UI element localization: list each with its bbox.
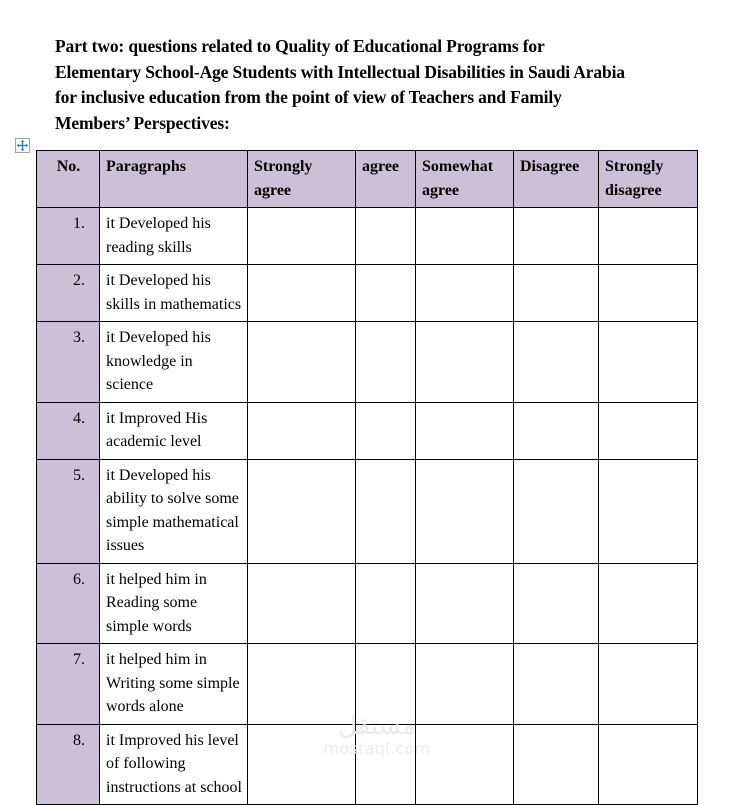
cell-disagree[interactable] (514, 644, 599, 725)
table-move-handle[interactable] (15, 138, 30, 153)
table-row (37, 265, 698, 322)
table-header (37, 151, 698, 208)
column-header-somewhat-agree: Somewhat agree (416, 151, 514, 208)
cell-strongly-disagree[interactable] (599, 402, 698, 459)
cell-strongly-disagree[interactable] (599, 265, 698, 322)
table-body (37, 208, 698, 805)
row-paragraph: it Improved his level of following instructions at school (100, 724, 248, 805)
row-number: 8. (37, 724, 100, 805)
column-header-agree: agree (356, 151, 416, 208)
page-title-line-2: Elementary School-Age Students with Intellectual Disabilities in Saudi Arabia (55, 61, 625, 82)
watermark-arabic-text: مستقل (338, 711, 416, 741)
column-header-paragraphs: Paragraphs (100, 151, 248, 208)
table-row (37, 402, 698, 459)
cell-strongly-agree[interactable] (248, 644, 356, 725)
table-header-row (37, 151, 698, 208)
table-row (37, 322, 698, 403)
row-number: 1. (37, 208, 100, 265)
move-four-arrows-icon (17, 140, 28, 151)
row-number: 2. (37, 265, 100, 322)
cell-strongly-disagree[interactable] (599, 563, 698, 644)
cell-agree[interactable] (356, 265, 416, 322)
page-title-line-1: Part two: questions related to Quality of Educational Programs for (55, 36, 545, 56)
cell-strongly-agree[interactable] (248, 459, 356, 563)
row-paragraph: it Improved His academic level (100, 402, 248, 459)
row-number: 4. (37, 402, 100, 459)
cell-agree[interactable] (356, 644, 416, 725)
row-number: 5. (37, 459, 100, 563)
row-paragraph: it Developed his knowledge in science (100, 322, 248, 403)
cell-somewhat-agree[interactable] (416, 402, 514, 459)
cell-strongly-disagree[interactable] (599, 724, 698, 805)
cell-somewhat-agree[interactable] (416, 322, 514, 403)
cell-strongly-agree[interactable] (248, 402, 356, 459)
cell-strongly-disagree[interactable] (599, 459, 698, 563)
page-title-line-4: Members’ Perspectives: (55, 112, 230, 133)
cell-strongly-disagree[interactable] (599, 322, 698, 403)
row-paragraph: it helped him in Writing some simple words alone (100, 644, 248, 725)
column-header-no: No. (37, 151, 100, 208)
cell-disagree[interactable] (514, 459, 599, 563)
cell-disagree[interactable] (514, 208, 599, 265)
cell-strongly-agree[interactable] (248, 265, 356, 322)
row-paragraph: it Developed his skills in mathematics (100, 265, 248, 322)
cell-somewhat-agree[interactable] (416, 208, 514, 265)
cell-somewhat-agree[interactable] (416, 265, 514, 322)
cell-somewhat-agree[interactable] (416, 459, 514, 563)
cell-disagree[interactable] (514, 265, 599, 322)
cell-strongly-disagree[interactable] (599, 644, 698, 725)
row-number: 3. (37, 322, 100, 403)
table-row (37, 563, 698, 644)
column-header-strongly-disagree: Strongly disagree (599, 151, 698, 208)
cell-disagree[interactable] (514, 402, 599, 459)
page-title (55, 34, 695, 136)
table-row (37, 459, 698, 563)
cell-agree[interactable] (356, 322, 416, 403)
cell-strongly-agree[interactable] (248, 208, 356, 265)
cell-agree[interactable] (356, 402, 416, 459)
cell-disagree[interactable] (514, 563, 599, 644)
page-title-line-3: for inclusive education from the point of view of Teachers and Family (55, 87, 562, 108)
row-number: 6. (37, 563, 100, 644)
row-paragraph: it Developed his reading skills (100, 208, 248, 265)
cell-somewhat-agree[interactable] (416, 563, 514, 644)
row-number: 7. (37, 644, 100, 725)
cell-strongly-disagree[interactable] (599, 208, 698, 265)
row-paragraph: it Developed his ability to solve some simple mathematical issues (100, 459, 248, 563)
cell-disagree[interactable] (514, 724, 599, 805)
column-header-strongly-agree: Strongly agree (248, 151, 356, 208)
cell-agree[interactable] (356, 208, 416, 265)
cell-strongly-agree[interactable] (248, 322, 356, 403)
cell-strongly-agree[interactable] (248, 724, 356, 805)
cell-somewhat-agree[interactable] (416, 644, 514, 725)
row-paragraph: it helped him in Reading some simple words (100, 563, 248, 644)
cell-strongly-agree[interactable] (248, 563, 356, 644)
cell-disagree[interactable] (514, 322, 599, 403)
cell-agree[interactable] (356, 563, 416, 644)
cell-somewhat-agree[interactable] (416, 724, 514, 805)
table-row (37, 724, 698, 805)
table-row (37, 644, 698, 725)
table-row (37, 208, 698, 265)
column-header-disagree: Disagree (514, 151, 599, 208)
survey-table (36, 150, 698, 805)
cell-agree[interactable] (356, 724, 416, 805)
cell-agree[interactable] (356, 459, 416, 563)
watermark-latin-text: mostaql.com (323, 739, 431, 758)
